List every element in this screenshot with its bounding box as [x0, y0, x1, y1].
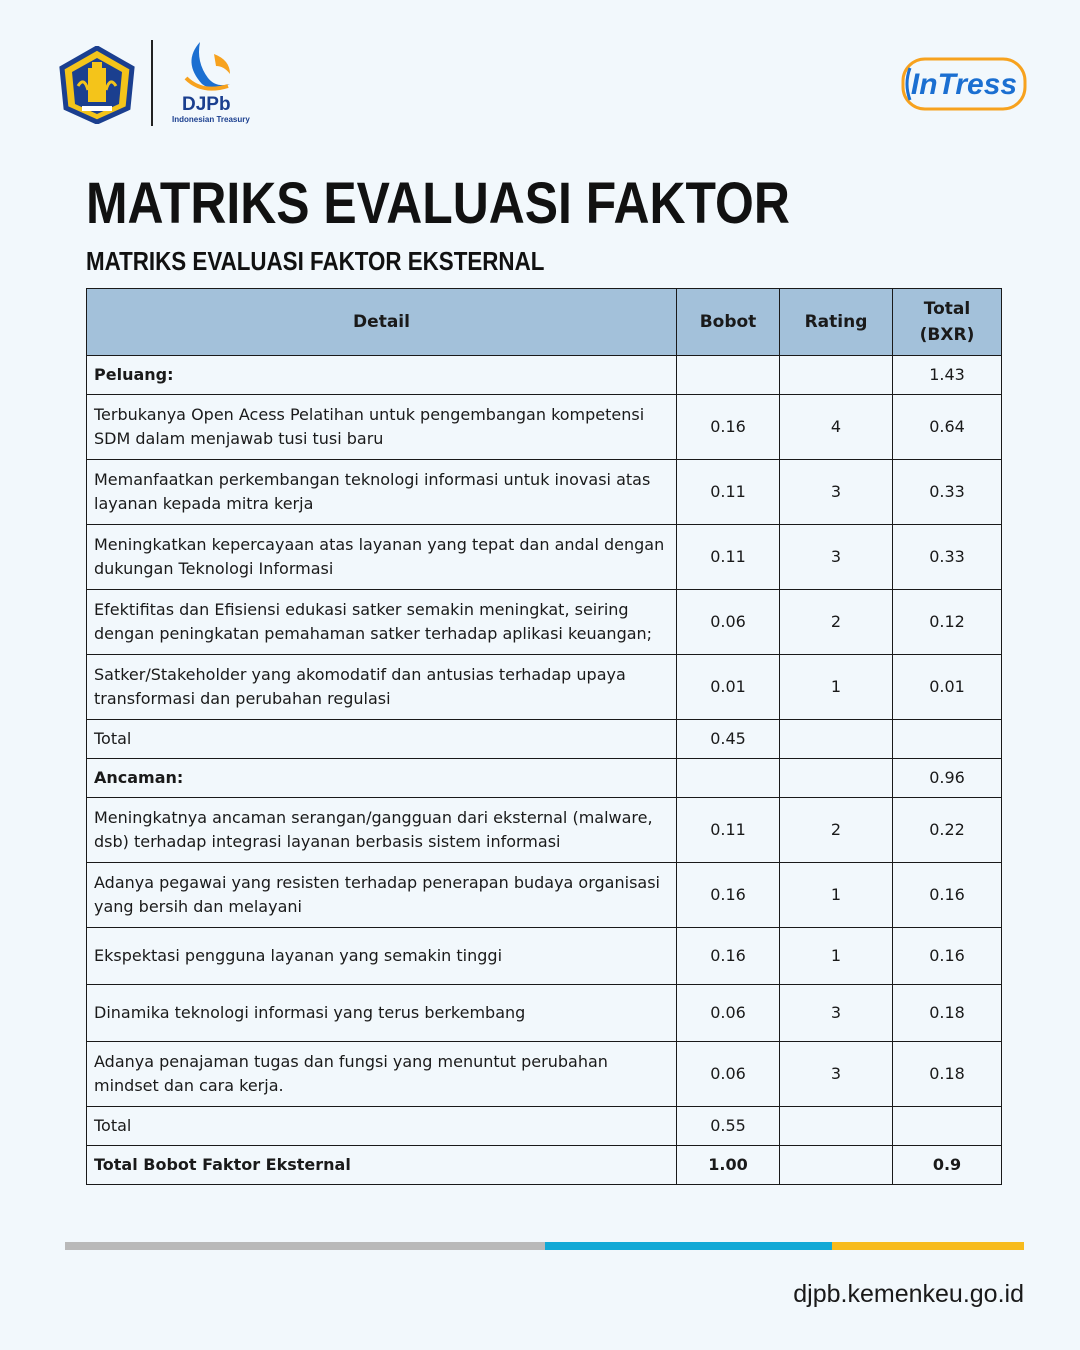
bobot-cell: 1.00	[677, 1146, 780, 1185]
rating-cell: 4	[780, 395, 893, 460]
detail-cell: Meningkatkan kepercayaan atas layanan yang tepat dan andal dengan dukungan Teknologi Informasi	[87, 525, 677, 590]
detail-cell: Total	[87, 720, 677, 759]
rating-cell: 2	[780, 590, 893, 655]
table-row	[87, 460, 1002, 525]
footer-stripe-blue	[545, 1242, 832, 1250]
table-row-section-peluang	[87, 356, 1002, 395]
detail-cell: Meningkatnya ancaman serangan/gangguan dari eksternal (malware, dsb) terhadap integrasi layanan berbasis sistem informasi	[87, 798, 677, 863]
total-cell: 0.16	[893, 928, 1002, 985]
table-row	[87, 863, 1002, 928]
total-cell: 0.33	[893, 525, 1002, 590]
bobot-cell: 0.06	[677, 985, 780, 1042]
bobot-cell: 0.06	[677, 590, 780, 655]
rating-cell	[780, 759, 893, 798]
rating-cell	[780, 720, 893, 759]
total-cell: 0.18	[893, 985, 1002, 1042]
bobot-cell: 0.55	[677, 1107, 780, 1146]
table-row	[87, 525, 1002, 590]
table-row	[87, 590, 1002, 655]
detail-cell: Dinamika teknologi informasi yang terus berkembang	[87, 985, 677, 1042]
detail-cell: Adanya pegawai yang resisten terhadap penerapan budaya organisasi yang bersih dan melayani	[87, 863, 677, 928]
total-cell: 0.01	[893, 655, 1002, 720]
table-row-subtotal	[87, 1107, 1002, 1146]
rating-cell: 1	[780, 863, 893, 928]
detail-cell: Peluang:	[87, 356, 677, 395]
total-cell: 0.64	[893, 395, 1002, 460]
bobot-cell	[677, 759, 780, 798]
header	[58, 36, 1028, 136]
table-row-subtotal	[87, 720, 1002, 759]
kemenkeu-seal-icon	[58, 46, 136, 124]
bobot-cell: 0.11	[677, 798, 780, 863]
detail-cell: Terbukanya Open Acess Pelatihan untuk pengembangan kompetensi SDM dalam menjawab tusi tusi baru	[87, 395, 677, 460]
footer-stripe-yellow	[832, 1242, 1024, 1250]
total-cell: 0.33	[893, 460, 1002, 525]
bobot-cell: 0.06	[677, 1042, 780, 1107]
rating-cell: 3	[780, 460, 893, 525]
table-row	[87, 395, 1002, 460]
footer-stripe-gray	[65, 1242, 545, 1250]
detail-cell: Ekspektasi pengguna layanan yang semakin tinggi	[87, 928, 677, 985]
col-header-rating: Rating	[780, 289, 893, 356]
table-row	[87, 1042, 1002, 1107]
rating-cell: 3	[780, 525, 893, 590]
table-row	[87, 798, 1002, 863]
table-row	[87, 985, 1002, 1042]
bobot-cell: 0.45	[677, 720, 780, 759]
bobot-cell: 0.16	[677, 928, 780, 985]
rating-cell: 1	[780, 655, 893, 720]
bobot-cell: 0.16	[677, 863, 780, 928]
rating-cell: 3	[780, 1042, 893, 1107]
detail-cell: Total	[87, 1107, 677, 1146]
intress-logo	[900, 56, 1028, 112]
page-subtitle: MATRIKS EVALUASI FAKTOR EKSTERNAL	[86, 246, 545, 276]
website-url: djpb.kemenkeu.go.id	[793, 1280, 1024, 1308]
col-header-total: Total (BXR)	[893, 289, 1002, 356]
page-title: MATRIKS EVALUASI FAKTOR	[86, 171, 790, 236]
bobot-cell: 0.01	[677, 655, 780, 720]
rating-cell	[780, 356, 893, 395]
djpb-name: DJPb	[182, 94, 231, 115]
total-cell: 0.16	[893, 863, 1002, 928]
logo-divider	[151, 40, 153, 126]
total-cell: 0.22	[893, 798, 1002, 863]
table-row	[87, 655, 1002, 720]
djpb-tagline: Indonesian Treasury	[172, 115, 250, 124]
total-cell	[893, 720, 1002, 759]
table-row-section-ancaman	[87, 759, 1002, 798]
table-row	[87, 928, 1002, 985]
total-cell: 0.96	[893, 759, 1002, 798]
intress-logo-text: InTress	[910, 68, 1018, 101]
rating-cell: 2	[780, 798, 893, 863]
total-cell: 0.18	[893, 1042, 1002, 1107]
evaluation-matrix-table	[86, 288, 1002, 1185]
detail-cell: Memanfaatkan perkembangan teknologi informasi untuk inovasi atas layanan kepada mitra kerja	[87, 460, 677, 525]
bobot-cell: 0.11	[677, 525, 780, 590]
detail-cell: Ancaman:	[87, 759, 677, 798]
bobot-cell: 0.16	[677, 395, 780, 460]
rating-cell: 1	[780, 928, 893, 985]
rating-cell	[780, 1107, 893, 1146]
detail-cell: Efektifitas dan Efisiensi edukasi satker semakin meningkat, seiring dengan peningkatan pemahaman satker terhadap aplikasi keuangan;	[87, 590, 677, 655]
total-cell: 0.12	[893, 590, 1002, 655]
detail-cell: Satker/Stakeholder yang akomodatif dan antusias terhadap upaya transformasi dan perubahan regulasi	[87, 655, 677, 720]
rating-cell	[780, 1146, 893, 1185]
table-row-grand-total	[87, 1146, 1002, 1185]
table-header-row	[87, 289, 1002, 356]
detail-cell: Adanya penajaman tugas dan fungsi yang menuntut perubahan mindset dan cara kerja.	[87, 1042, 677, 1107]
total-cell: 1.43	[893, 356, 1002, 395]
bobot-cell	[677, 356, 780, 395]
rating-cell: 3	[780, 985, 893, 1042]
col-header-detail: Detail	[87, 289, 677, 356]
total-cell	[893, 1107, 1002, 1146]
col-header-bobot: Bobot	[677, 289, 780, 356]
total-cell: 0.9	[893, 1146, 1002, 1185]
bobot-cell: 0.11	[677, 460, 780, 525]
detail-cell: Total Bobot Faktor Eksternal	[87, 1146, 677, 1185]
